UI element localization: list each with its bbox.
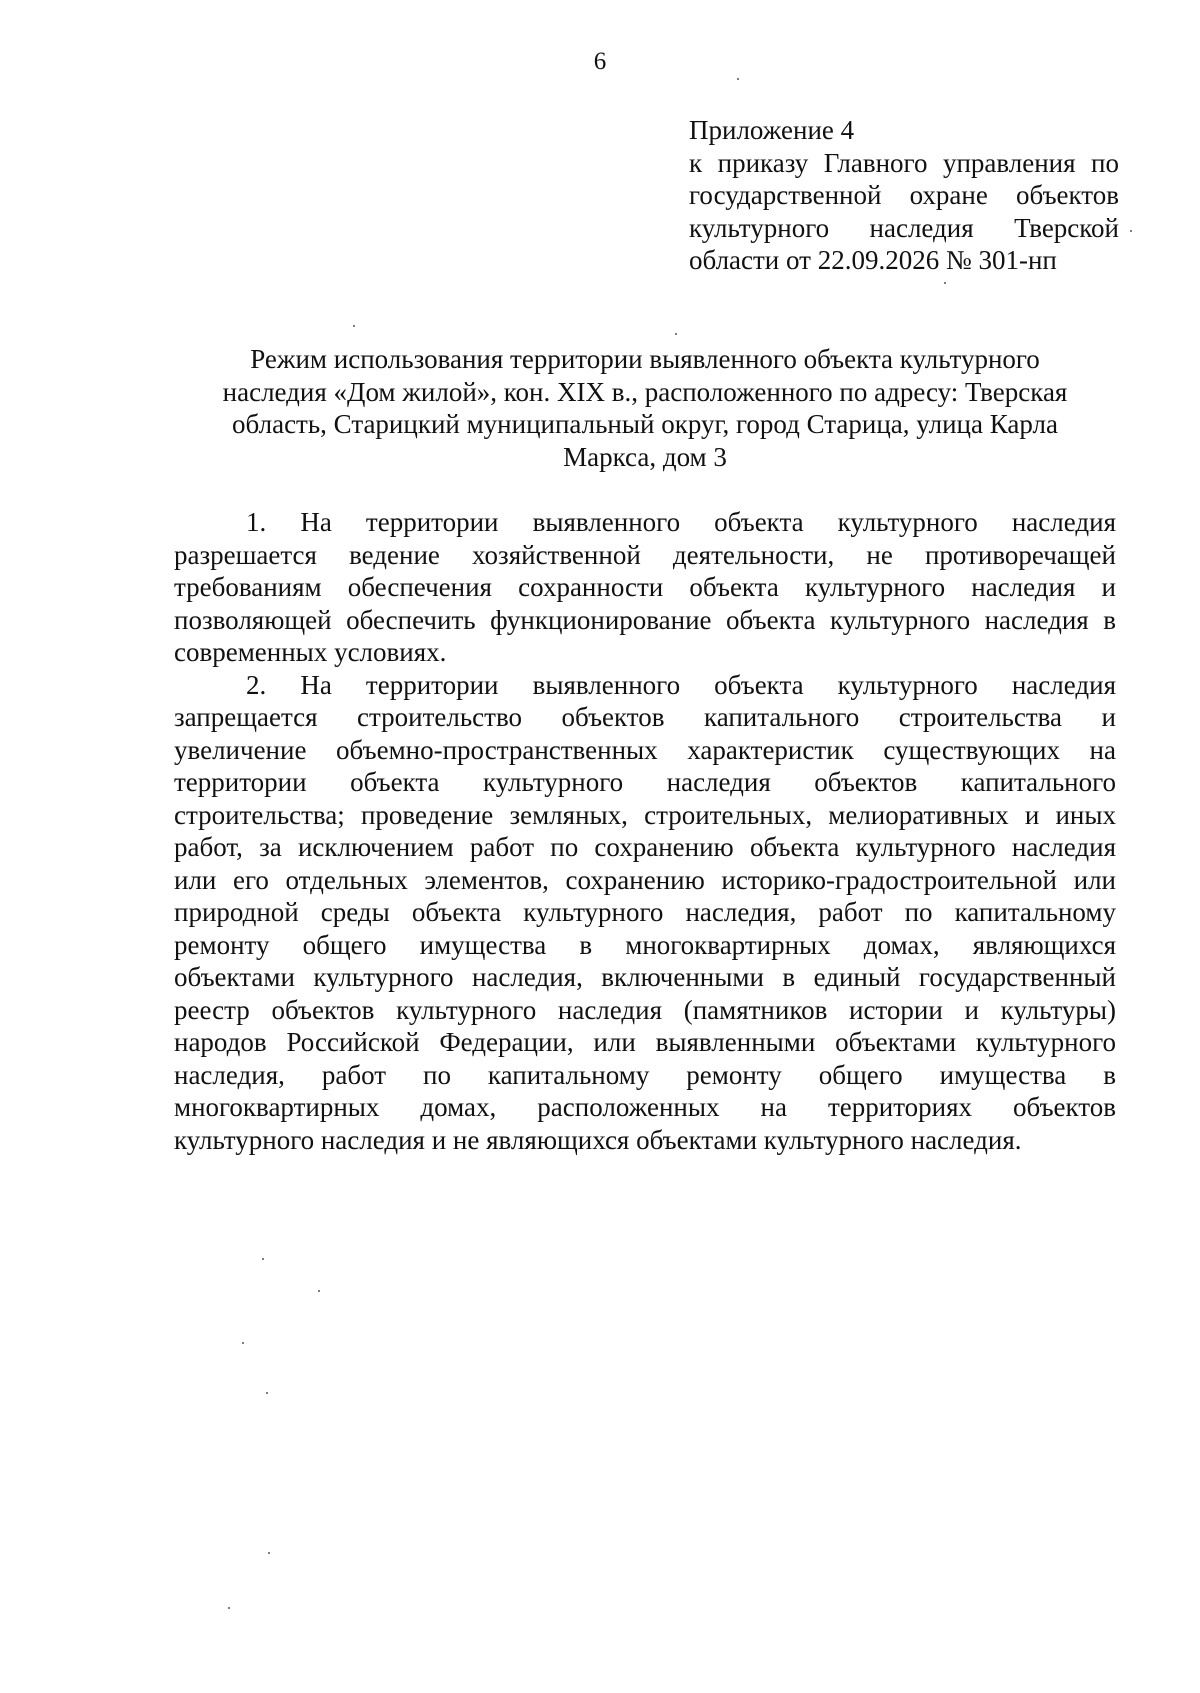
paragraph-1 xyxy=(174,506,1116,669)
appendix-line: области от 22.09.2026 № 301-нп xyxy=(689,245,1057,275)
document-title xyxy=(170,343,1120,473)
appendix-line: Приложение 4 xyxy=(689,115,855,145)
scan-speck xyxy=(242,1342,244,1344)
paragraph-line: требованиям обеспечения сохранности объекта культурного наследия и xyxy=(174,572,1116,602)
paragraph-line: увеличение объемно-пространственных характеристик существующих на xyxy=(174,734,1116,765)
paragraph-line: запрещается строительство объектов капитального строительства и xyxy=(174,702,1116,732)
scan-speck xyxy=(266,1392,268,1394)
scan-speck xyxy=(228,1607,230,1609)
paragraph-line: реестр объектов культурного наследия (памятников истории и культуры) xyxy=(174,994,1116,1025)
scan-speck xyxy=(737,78,739,80)
paragraph-line: народов Российской Федерации, или выявленными объектами культурного xyxy=(174,1027,1116,1057)
paragraph-line: территории объекта культурного наследия объектов капитального xyxy=(174,767,1116,797)
scan-speck xyxy=(268,1552,270,1554)
scan-speck xyxy=(318,1290,320,1292)
title-line: наследия «Дом жилой», кон. XIX в., расположенного по адресу: Тверская xyxy=(222,376,1068,407)
paragraph-line: 1. На территории выявленного объекта культурного наследия xyxy=(246,507,1116,537)
paragraph-line: разрешается ведение хозяйственной деятельности, не противоречащей xyxy=(174,539,1116,570)
title-line: Маркса, дом 3 xyxy=(563,441,727,472)
title-line: область, Старицкий муниципальный округ, город Старица, улица Карла xyxy=(232,409,1058,439)
scan-speck xyxy=(1130,230,1132,232)
appendix-line: к приказу Главного управления по xyxy=(689,147,1119,178)
paragraph-line: культурного наследия и не являющихся объектами культурного наследия. xyxy=(174,1124,1022,1155)
paragraph-line: природной среды объекта культурного наследия, работ по капитальному xyxy=(174,897,1116,927)
paragraph-line: строительства; проведение земляных, строительных, мелиоративных и иных xyxy=(174,799,1116,830)
scan-speck xyxy=(262,1258,264,1260)
scan-speck xyxy=(944,282,946,284)
appendix-line: государственной охране объектов xyxy=(689,180,1119,210)
paragraph-line: наследия, работ по капитальному ремонту общего имущества в xyxy=(174,1059,1116,1090)
paragraph-line: многоквартирных домах, расположенных на территориях объектов xyxy=(174,1092,1116,1122)
paragraph-line: ремонту общего имущества в многоквартирных домах, являющихся xyxy=(174,929,1116,960)
paragraph-line: позволяющей обеспечить функционирование объекта культурного наследия в xyxy=(174,604,1116,635)
paragraph-line: современных условиях. xyxy=(174,637,447,667)
document-body xyxy=(174,506,1116,1156)
title-line: Режим использования территории выявленного объекта культурного xyxy=(250,344,1040,374)
scan-speck xyxy=(353,325,355,327)
paragraph-2 xyxy=(174,669,1116,1157)
paragraph-line: объектами культурного наследия, включенными в единый государственный xyxy=(174,962,1116,992)
paragraph-line: работ, за исключением работ по сохранению объекта культурного наследия xyxy=(174,832,1116,862)
paragraph-line: 2. На территории выявленного объекта культурного наследия xyxy=(246,669,1116,700)
appendix-line: культурного наследия Тверской xyxy=(689,212,1119,243)
scan-speck xyxy=(675,333,677,335)
page-number: 6 xyxy=(593,48,607,75)
paragraph-line: или его отдельных элементов, сохранению историко-градостроительной или xyxy=(174,864,1116,895)
appendix-header xyxy=(689,114,1119,277)
